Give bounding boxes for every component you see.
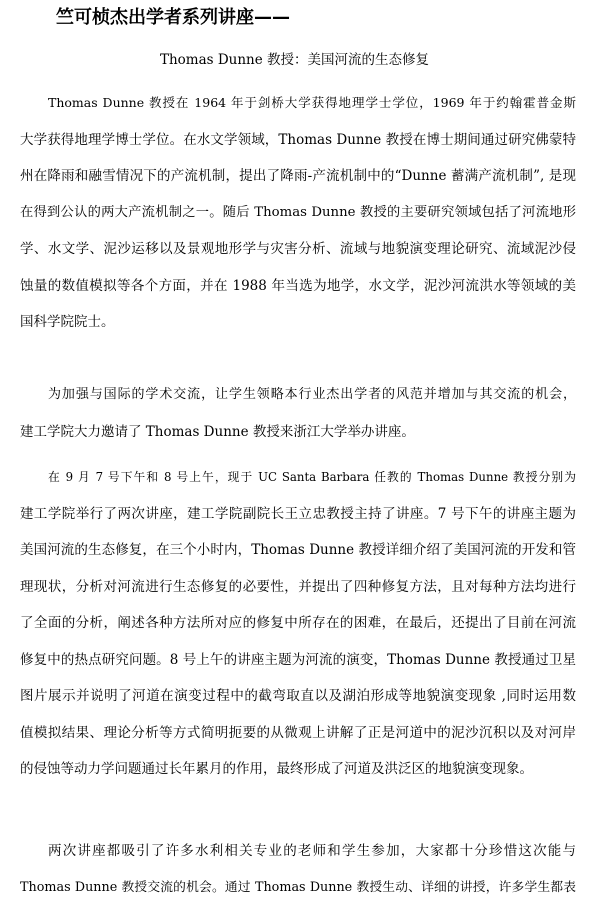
text-line: Thomas Dunne 教授在 1964 年于剑桥大学获得地理学士学位，1969 年于约翰霍普金斯	[20, 93, 576, 130]
text-line: 的侵蚀等动力学问题通过长年累月的作用，最终形成了河道及洪泛区的地貌演变现象。	[20, 759, 576, 796]
paragraph-reception	[20, 841, 576, 914]
text-line: 建工学院举行了两次讲座，建工学院副院长王立忠教授主持了讲座。7 号下午的讲座主题为	[20, 504, 576, 541]
text-line: 建工学院大力邀请了 Thomas Dunne 教授来浙江大学举办讲座。	[20, 422, 576, 459]
paragraph-lectures	[20, 467, 576, 796]
text-line: 两次讲座都吸引了许多水利相关专业的老师和学生参加，大家都十分珍惜这次能与	[20, 841, 576, 878]
text-line: 大学获得地理学博士学位。在水文学领域，Thomas Dunne 教授在博士期间通过研究佛蒙特	[20, 130, 576, 167]
text-line: 修复中的热点研究问题。8 号上午的讲座主题为河流的演变，Thomas Dunne 教授通过卫星	[20, 650, 576, 687]
document-title: 竺可桢杰出学者系列讲座——	[56, 6, 290, 30]
text-line: 理现状，分析对河流进行生态修复的必要性，并提出了四种修复方法，且对每种方法均进行	[20, 577, 576, 614]
text-line: 为加强与国际的学术交流，让学生领略本行业杰出学者的风范并增加与其交流的机会，	[20, 385, 576, 422]
text-line: 在 9 月 7 号下午和 8 号上午，现于 UC Santa Barbara 任教的 Thomas Dunne 教授分别为	[20, 467, 576, 504]
text-line: 州在降雨和融雪情况下的产流机制，提出了降雨-产流机制中的“Dunne 蓄满产流机制”, 是现	[20, 166, 576, 203]
text-line: 蚀量的数值模拟等各个方面，并在 1988 年当选为地学，水文学，泥沙河流洪水等领域的美	[20, 276, 576, 313]
text-line: 美国河流的生态修复，在三个小时内，Thomas Dunne 教授详细介绍了美国河流的开发和管	[20, 540, 576, 577]
text-line: 国科学院院士。	[20, 312, 576, 349]
text-line: 在得到公认的两大产流机制之一。随后 Thomas Dunne 教授的主要研究领域包括了河流地形	[20, 203, 576, 240]
text-line: 了全面的分析，阐述各种方法所对应的修复中所存在的困难，在最后，还提出了目前在河流	[20, 613, 576, 650]
text-line: 图片展示并说明了河道在演变过程中的截弯取直以及湖泊形成等地貌演变现象 ,同时运用数	[20, 686, 576, 723]
paragraph-biography	[20, 93, 576, 349]
text-line: 值模拟结果、理论分析等方式简明扼要的从微观上讲解了正是河道中的泥沙沉积以及对河岸	[20, 723, 576, 760]
paragraph-invitation	[20, 385, 576, 458]
text-line: Thomas Dunne 教授交流的机会。通过 Thomas Dunne 教授生动、详细的讲授，许多学生都表	[20, 878, 576, 914]
text-line: 学、水文学、泥沙运移以及景观地形学与灾害分析、流域与地貌演变理论研究、流域泥沙侵	[20, 239, 576, 276]
document-subtitle: Thomas Dunne 教授：美国河流的生态修复	[0, 50, 589, 70]
